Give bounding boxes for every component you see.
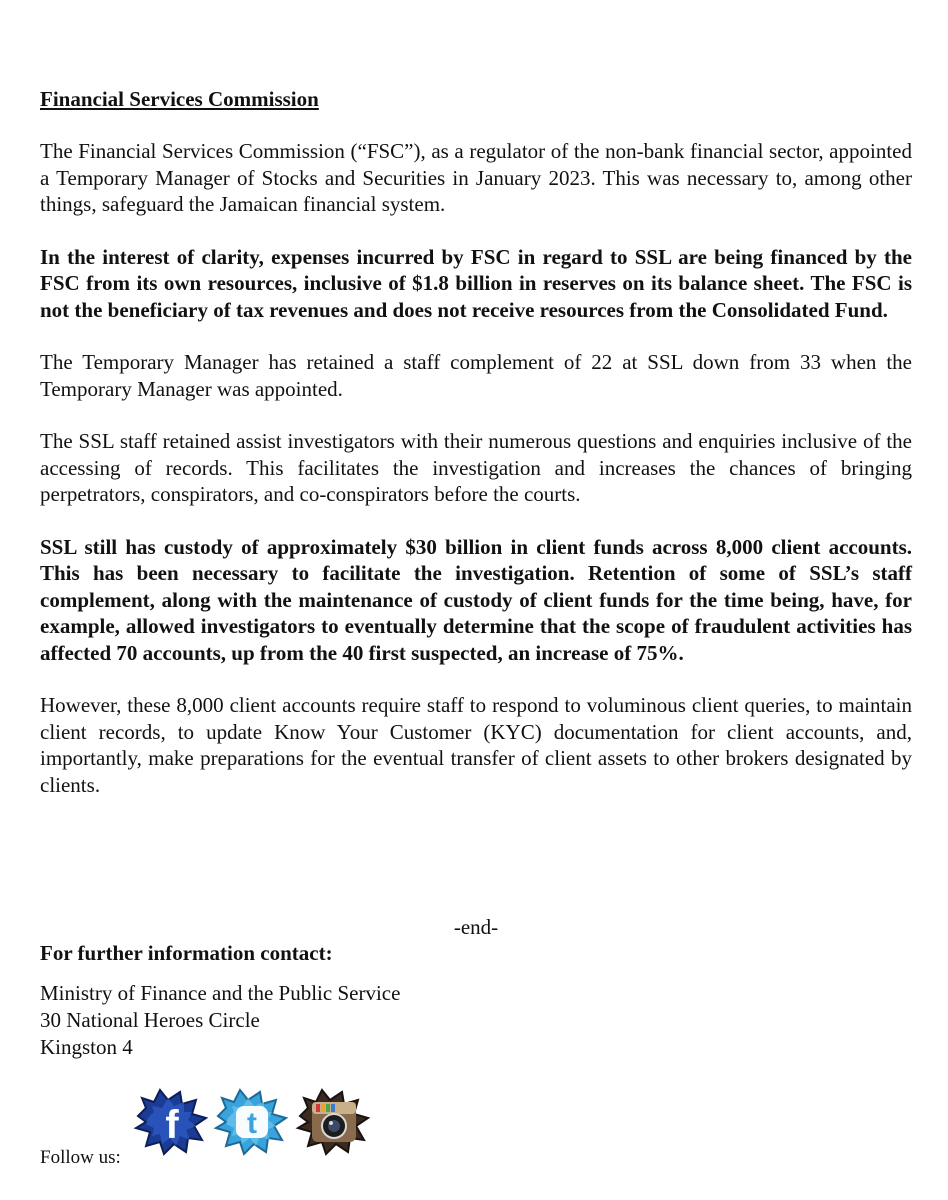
paragraph-1: The Financial Services Commission (“FSC”), as a regulator of the non-bank financial sector, appointed a Temporary Manager of Stocks and Securities in January 2023. This was necessary to, among other things, safeguard the Jamaican financial system. xyxy=(40,139,912,216)
address-line-organisation: Ministry of Finance and the Public Service xyxy=(40,981,401,1005)
document-heading: Financial Services Commission xyxy=(40,87,319,111)
address-line-street: 30 National Heroes Circle xyxy=(40,1008,260,1032)
follow-us-label: Follow us: xyxy=(40,1147,121,1168)
svg-text:t: t xyxy=(247,1107,257,1140)
facebook-icon[interactable] xyxy=(132,1086,212,1156)
address-line-city: Kingston 4 xyxy=(40,1035,133,1059)
svg-text:f: f xyxy=(165,1103,179,1147)
paragraph-3: The Temporary Manager has retained a staff complement of 22 at SSL down from 33 when the Temporary Manager was appointed. xyxy=(40,350,912,401)
paragraph-5-bold: SSL still has custody of approximately $30 billion in client funds across 8,000 client accounts. This has been necessary to facilitate the investigation. Retention of some of SSL’s staff complement, along with the maintenance of custody of client funds for the time being, have, for example, allowed investigators to eventually determine that the scope of fraudulent activities has affected 70 accounts, up from the 40 first suspected, an increase of 75%. xyxy=(40,534,912,665)
paragraph-4: The SSL staff retained assist investigators with their numerous questions and enquiries inclusive of the accessing of records. This facilitates the investigation and increases the chances of bringing perpetrators, conspirators, and co-conspirators before the courts. xyxy=(40,429,912,506)
contact-heading: For further information contact: xyxy=(40,941,333,965)
end-marker: -end- xyxy=(453,915,499,939)
instagram-icon[interactable] xyxy=(294,1086,374,1156)
press-release-page xyxy=(40,86,912,1168)
contact-address xyxy=(40,980,400,1061)
twitter-icon[interactable] xyxy=(212,1086,292,1156)
paragraph-6: However, these 8,000 client accounts require staff to respond to voluminous client queries, to maintain client records, to update Know Your Customer (KYC) documentation for client accounts, and, importantly, make preparations for the eventual transfer of client assets to other brokers designated by clients. xyxy=(40,693,912,797)
paragraph-2-bold: In the interest of clarity, expenses incurred by FSC in regard to SSL are being financed by the FSC from its own resources, inclusive of $1.8 billion in reserves on its balance sheet. The FSC is not the beneficiary of tax revenues and does not receive resources from the Consolidated Fund. xyxy=(40,244,912,322)
